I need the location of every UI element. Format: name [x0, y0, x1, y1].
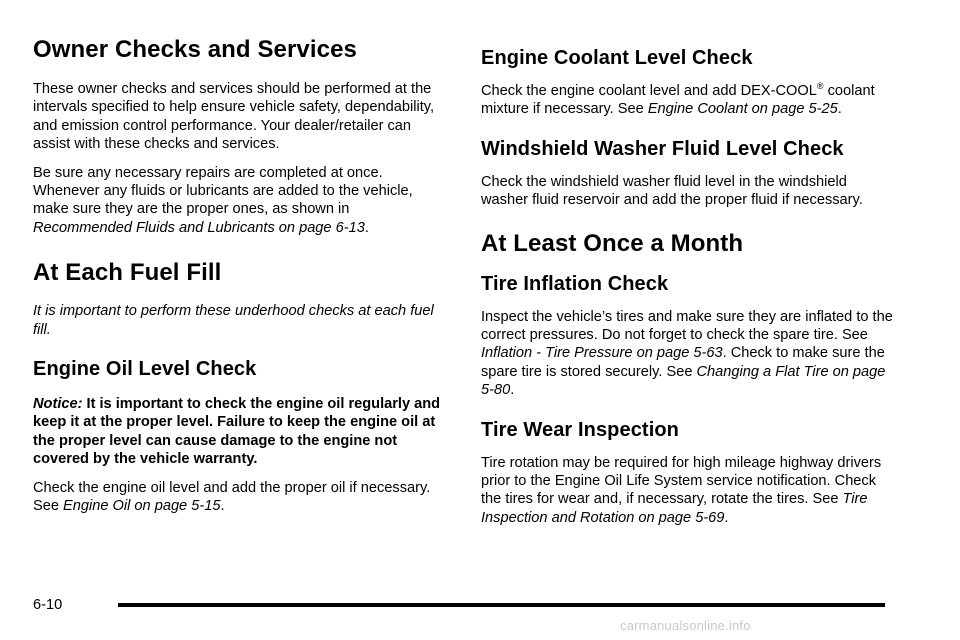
section-title-fuel-fill: At Each Fuel Fill — [33, 259, 222, 287]
coolant-text-1: Check the engine coolant level and add DEX-COOL — [481, 83, 817, 99]
heading-tire-wear-inspection: Tire Wear Inspection — [481, 418, 679, 441]
tire-wear-paragraph — [481, 454, 893, 528]
engine-oil-text: Check the engine oil level and add the proper oil if necessary. See — [33, 479, 431, 515]
owner-checks-paragraph-1: These owner checks and services should be performed at the intervals specified to help ensure vehicle safety, dependability, and emission control performance. Your dealer/retailer can assist with these checks and services. — [33, 81, 435, 153]
link-tire-inspection-rotation[interactable]: Tire Inspection and Rotation on page 5-69 — [481, 491, 868, 526]
section-title-once-a-month: At Least Once a Month — [481, 229, 744, 257]
watermark: carmanualsonline.info — [620, 618, 751, 633]
heading-engine-oil-level: Engine Oil Level Check — [33, 358, 257, 381]
notice-text: It is important to check the engine oil regularly and keep it at the proper level. Failure to keep the engine oil at the proper level can cause damage to the engine not covered by the vehicle warranty. — [33, 396, 441, 468]
owner-checks-paragraph-2-text: Be sure any necessary repairs are completed at once. Whenever any fluids or lubricants are added to the vehicle, make sure they are the proper ones, as shown in — [33, 164, 413, 218]
left-column — [33, 36, 445, 516]
registered-mark: ® — [816, 81, 824, 92]
period: . — [510, 382, 515, 399]
heading-washer-fluid-level: Windshield Washer Fluid Level Check — [481, 137, 844, 160]
link-engine-oil[interactable]: Engine Oil on page 5-15 — [63, 498, 221, 515]
tire-inflation-paragraph — [481, 308, 893, 400]
link-engine-coolant[interactable]: Engine Coolant on page 5-25 — [647, 101, 838, 118]
tire-wear-text: Tire rotation may be required for high mileage highway drivers prior to the Engine Oil Life System service notification. Check the tires for wear and, if necessary, rotate the tires. See — [481, 454, 882, 508]
heading-engine-coolant-level: Engine Coolant Level Check — [481, 47, 753, 69]
link-changing-flat-tire[interactable]: Changing a Flat Tire on page 5-80 — [481, 363, 886, 399]
right-column — [481, 36, 893, 527]
notice-label: Notice: — [33, 396, 83, 413]
footer-rule — [118, 603, 885, 607]
coolant-text-2: coolant mixture if necessary. See — [481, 83, 875, 118]
link-recommended-fluids[interactable]: Recommended Fluids and Lubricants on page 6-13 — [33, 219, 365, 236]
coolant-paragraph — [481, 82, 893, 119]
heading-tire-inflation: Tire Inflation Check — [481, 272, 669, 295]
fuel-fill-paragraph: It is important to perform these underhood checks at each fuel fill. — [33, 303, 434, 338]
link-inflation-tire-pressure[interactable]: Inflation - Tire Pressure on page 5-63 — [481, 345, 723, 362]
tire-inflation-text-1: Inspect the vehicle’s tires and make sure they are inflated to the correct pressures. Do not forget to check the spare tire. See — [481, 308, 893, 344]
section-title-owner-checks: Owner Checks and Services — [33, 36, 357, 63]
period: . — [364, 219, 369, 236]
owner-checks-paragraph-2 — [33, 164, 445, 238]
engine-oil-paragraph — [33, 479, 445, 516]
tire-inflation-text-2: . Check to make sure the spare tire is stored securely. See — [481, 345, 885, 380]
page-number: 6-10 — [33, 597, 63, 613]
period: . — [837, 101, 842, 118]
washer-fluid-paragraph: Check the windshield washer fluid level in the windshield washer fluid reservoir and add the proper fluid if necessary. — [481, 173, 863, 209]
period: . — [724, 509, 729, 526]
notice-paragraph — [33, 395, 445, 469]
period: . — [220, 498, 225, 515]
